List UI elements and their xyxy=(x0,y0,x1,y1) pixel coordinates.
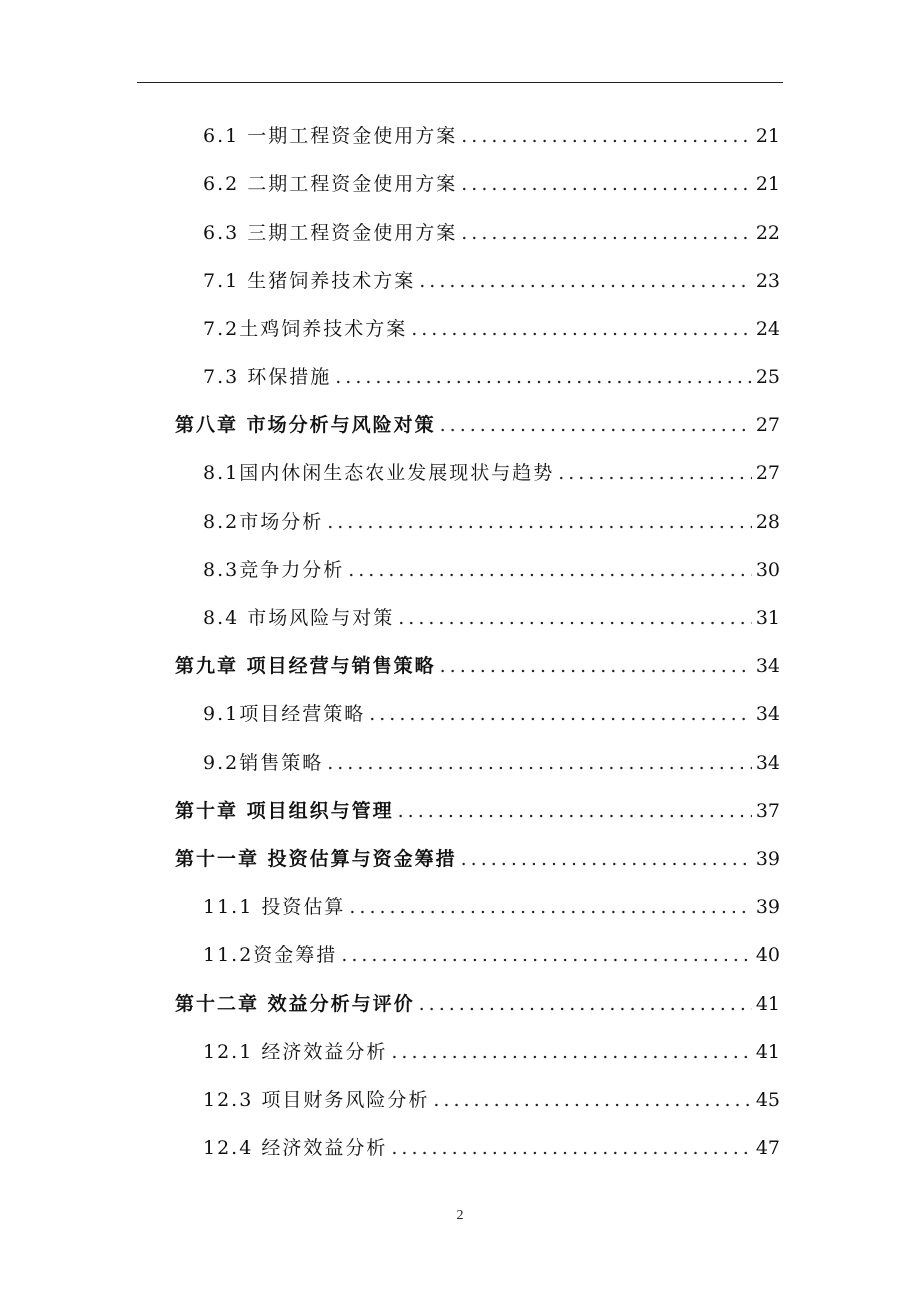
toc-dot-leader xyxy=(327,748,752,778)
page-number: 2 xyxy=(456,1208,464,1223)
toc-dot-leader xyxy=(398,796,752,826)
toc-entry-title: 第八章 市场分析与风险对策 xyxy=(175,414,436,436)
toc-entry[interactable] xyxy=(203,940,780,970)
toc-entry-title: 第十一章 投资估算与资金筹措 xyxy=(175,848,457,870)
toc-entry-page: 27 xyxy=(755,462,780,484)
toc-dot-leader xyxy=(558,458,752,488)
toc-dot-leader xyxy=(391,1133,751,1163)
toc-entry-title: 第九章 项目经营与销售策略 xyxy=(175,655,436,677)
toc-entry[interactable] xyxy=(203,507,780,537)
toc-entry[interactable] xyxy=(203,169,780,199)
toc-dot-leader xyxy=(419,266,752,296)
toc-dot-leader xyxy=(335,362,752,392)
toc-entry-page: 37 xyxy=(755,800,780,822)
toc-entry-title: 11.1 投资估算 xyxy=(203,896,346,918)
toc-entry[interactable] xyxy=(203,266,780,296)
toc-entry[interactable] xyxy=(203,314,780,344)
toc-dot-leader xyxy=(369,699,752,729)
toc-chapter-entry[interactable] xyxy=(175,844,780,874)
toc-dot-leader xyxy=(419,989,752,1019)
toc-dot-leader xyxy=(349,892,751,922)
toc-entry[interactable] xyxy=(203,1133,780,1163)
toc-entry-title: 11.2资金筹措 xyxy=(203,944,338,966)
toc-entry-title: 8.4 市场风险与对策 xyxy=(203,607,395,629)
toc-entry[interactable] xyxy=(203,748,780,778)
toc-dot-leader xyxy=(461,121,752,151)
toc-entry-title: 第十二章 效益分析与评价 xyxy=(175,993,415,1015)
toc-dot-leader xyxy=(398,603,752,633)
toc-entry-title: 9.2销售策略 xyxy=(203,752,324,774)
toc-entry-page: 21 xyxy=(755,173,780,195)
toc-entry-title: 12.3 项目财务风险分析 xyxy=(203,1089,430,1111)
toc-entry-page: 39 xyxy=(755,848,780,870)
toc-entry-page: 34 xyxy=(755,703,780,725)
toc-dot-leader xyxy=(391,1037,751,1067)
toc-entry-page: 34 xyxy=(755,752,780,774)
toc-dot-leader xyxy=(461,169,752,199)
toc-entry-title: 12.1 经济效益分析 xyxy=(203,1041,388,1063)
toc-dot-leader xyxy=(461,218,752,248)
toc-entry[interactable] xyxy=(203,1085,780,1115)
toc-entry-title: 8.3竞争力分析 xyxy=(203,559,345,581)
toc-dot-leader xyxy=(411,314,752,344)
toc-entry-page: 31 xyxy=(755,607,780,629)
toc-entry[interactable] xyxy=(203,458,780,488)
toc-entry-page: 25 xyxy=(755,366,780,388)
toc-dot-leader xyxy=(327,507,752,537)
toc-dot-leader xyxy=(440,410,752,440)
toc-chapter-entry[interactable] xyxy=(175,410,780,440)
toc-chapter-entry[interactable] xyxy=(175,651,780,681)
toc-entry-page: 39 xyxy=(755,896,780,918)
toc-dot-leader xyxy=(341,940,752,970)
toc-entry-title: 第十章 项目组织与管理 xyxy=(175,800,394,822)
toc-entry[interactable] xyxy=(203,362,780,392)
toc-entry-page: 45 xyxy=(755,1089,780,1111)
toc-entry-title: 7.3 环保措施 xyxy=(203,366,332,388)
toc-entry-page: 23 xyxy=(755,270,780,292)
toc-entry-page: 34 xyxy=(755,655,780,677)
toc-chapter-entry[interactable] xyxy=(175,796,780,826)
toc-entry-title: 8.1国内休闲生态农业发展现状与趋势 xyxy=(203,462,555,484)
toc-entry-page: 40 xyxy=(755,944,780,966)
toc-entry-page: 30 xyxy=(755,559,780,581)
toc-entry-page: 41 xyxy=(755,1041,780,1063)
toc-entry-title: 6.2 二期工程资金使用方案 xyxy=(203,173,458,195)
toc-entry-page: 41 xyxy=(755,993,780,1015)
toc-entry-title: 12.4 经济效益分析 xyxy=(203,1137,388,1159)
toc-entry-page: 21 xyxy=(755,125,780,147)
toc-dot-leader xyxy=(348,555,752,585)
toc-entry-page: 47 xyxy=(755,1137,780,1159)
toc-chapter-entry[interactable] xyxy=(175,989,780,1019)
toc-entry[interactable] xyxy=(203,555,780,585)
toc-dot-leader xyxy=(461,844,752,874)
toc-entry-page: 24 xyxy=(755,318,780,340)
toc-entry-title: 8.2市场分析 xyxy=(203,511,324,533)
toc-entry-title: 9.1项目经营策略 xyxy=(203,703,366,725)
toc-entry[interactable] xyxy=(203,699,780,729)
toc-entry[interactable] xyxy=(203,121,780,151)
toc-entry-title: 7.2土鸡饲养技术方案 xyxy=(203,318,408,340)
toc-dot-leader xyxy=(433,1085,751,1115)
toc-entry-page: 22 xyxy=(755,222,780,244)
toc-entry-title: 7.1 生猪饲养技术方案 xyxy=(203,270,416,292)
toc-entry[interactable] xyxy=(203,603,780,633)
toc-dot-leader xyxy=(440,651,752,681)
toc-entry-page: 27 xyxy=(755,414,780,436)
toc-entry-page: 28 xyxy=(755,511,780,533)
toc-entry[interactable] xyxy=(203,1037,780,1067)
toc-entry-title: 6.1 一期工程资金使用方案 xyxy=(203,125,458,147)
toc-entry-title: 6.3 三期工程资金使用方案 xyxy=(203,222,458,244)
toc-entry[interactable] xyxy=(203,892,780,922)
toc-entry[interactable] xyxy=(203,218,780,248)
